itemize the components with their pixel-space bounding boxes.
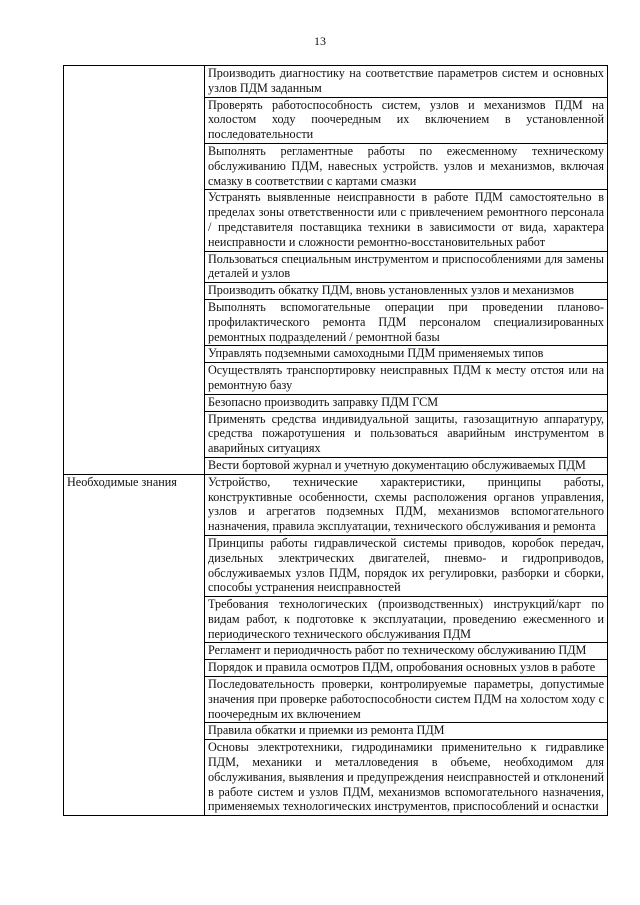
table-cell: Устранять выявленные неисправности в работе ПДМ самостоятельно в пределах зоны ответственности или с привлечением ремонтного персонала / представителя поставщика техники в зависимости от вида, характера неисправности и сложности ремонтно-восстановительных работ [205,190,608,251]
page-number: 13 [314,34,326,48]
section-label-cell [64,66,205,475]
table-cell: Принципы работы гидравлической системы приводов, коробок передач, дизельных электрических двигателей, пневмо- и гидроприводов, обслуживаемых узлов ПДМ, порядок их регулировки, разборки и сборки, способы устранения неисправностей [205,535,608,596]
table-cell: Выполнять вспомогательные операции при проведении планово-профилактического ремонта ПДМ персоналом специализированных ремонтных подразделений / ремонтной базы [205,299,608,345]
table-cell: Пользоваться специальным инструментом и приспособлениями для замены деталей и узлов [205,251,608,283]
table-cell: Управлять подземными самоходными ПДМ применяемых типов [205,346,608,363]
table-cell: Проверять работоспособность систем, узлов и механизмов ПДМ на холостом ходу поочередным их включением в установленной последовательности [205,97,608,143]
table-cell: Устройство, технические характеристики, принципы работы, конструктивные особенности, схемы расположения органов управления, узлов и агрегатов подземных ПДМ, механизмов вспомогательного назначения, правила эксплуатации, технического обслуживания и ремонта [205,474,608,535]
table-cell: Применять средства индивидуальной защиты, газозащитную аппаратуру, средства пожаротушения и пользоваться аварийным инструментом в аварийных ситуациях [205,411,608,457]
table-cell: Выполнять регламентные работы по ежесменному техническому обслуживанию ПДМ, навесных устройств. узлов и механизмов, включая смазку в соответствии с картами смазки [205,143,608,189]
table-row [64,474,608,535]
table-cell: Вести бортовой журнал и учетную документацию обслуживаемых ПДМ [205,457,608,474]
table-cell: Производить диагностику на соответствие параметров систем и основных узлов ПДМ заданным [205,66,608,98]
table-cell: Требования технологических (производственных) инструкций/карт по видам работ, к подготовке к эксплуатации, проведению ежесменного и периодического технического обслуживания ПДМ [205,597,608,643]
table-cell: Правила обкатки и приемки из ремонта ПДМ [205,723,608,740]
table-cell: Безопасно производить заправку ПДМ ГСМ [205,394,608,411]
table-row [64,66,608,98]
table-cell: Регламент и периодичность работ по техническому обслуживанию ПДМ [205,643,608,660]
section-label-cell: Необходимые знания [64,474,205,816]
table-cell: Основы электротехники, гидродинамики применительно к гидравлике ПДМ, механики и металловедения в объеме, необходимом для обслуживания, выявления и предупреждения неисправностей и отклонений в работе систем и узлов ПДМ, механизмов вспомогательного назначения, применяемых технологических инструментов, приспособлений и оснастки [205,740,608,816]
table-cell: Порядок и правила осмотров ПДМ, опробования основных узлов в работе [205,660,608,677]
table-cell: Осуществлять транспортировку неисправных ПДМ к месту отстоя или на ремонтную базу [205,363,608,395]
requirements-table [63,65,608,816]
table-cell: Последовательность проверки, контролируемые параметры, допустимые значения при проверке работоспособности систем ПДМ на холостом ходу с поочередным их включением [205,677,608,723]
table-cell: Производить обкатку ПДМ, вновь установленных узлов и механизмов [205,283,608,300]
